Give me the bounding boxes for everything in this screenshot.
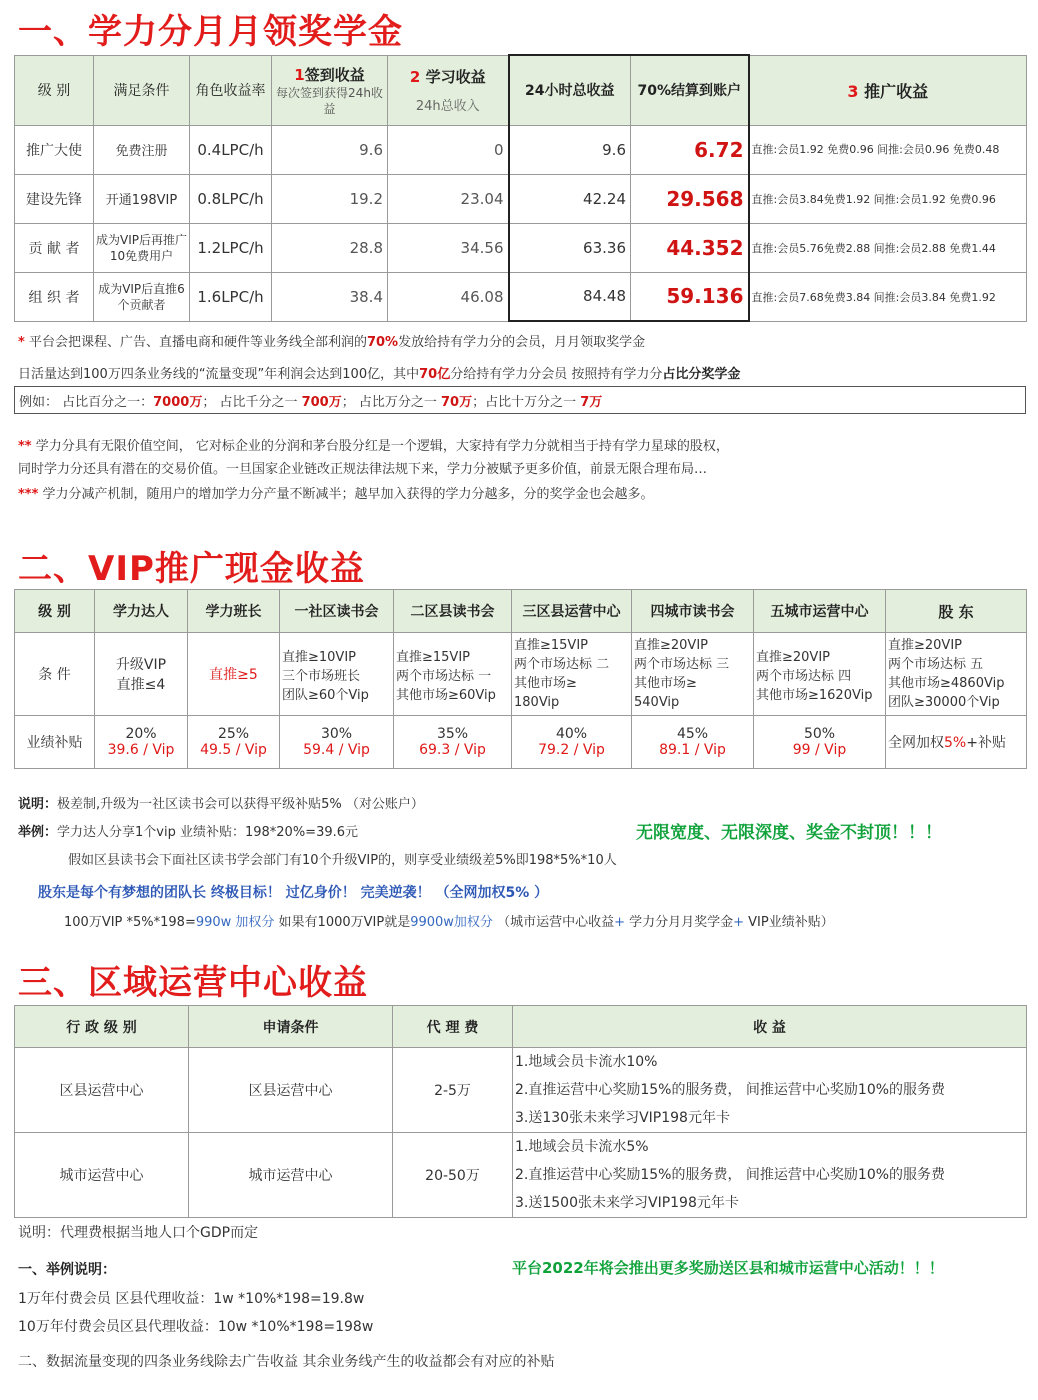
conditions-row bbox=[15, 633, 1027, 716]
bonus-cell: 45% 89.1 / Vip bbox=[632, 716, 754, 769]
vip-header: 学力达人 bbox=[95, 590, 188, 633]
condition-cell: 直推≥15VIP 两个市场达标 一 其他市场≥60Vip bbox=[394, 633, 512, 716]
region-income: 1.地域会员卡流水5% 2.直推运营中心奖励15%的服务费， 间推运营中心奖励10%的服务费 3.送1500张未来学习VIP198元年卡 bbox=[513, 1133, 1027, 1218]
row-condition: 免费注册 bbox=[94, 125, 190, 174]
row-settle: 59.136 bbox=[631, 272, 749, 321]
bonus-cell-shareholder: 全网加权5%+补贴 bbox=[886, 716, 1027, 769]
vip-header: 三区县运营中心 bbox=[512, 590, 632, 633]
scholarship-table bbox=[14, 54, 1027, 322]
row-checkin: 19.2 bbox=[272, 174, 388, 223]
table-row bbox=[15, 272, 1027, 321]
bonus-cell: 40% 79.2 / Vip bbox=[512, 716, 632, 769]
promo-2022: 平台2022年将会推出更多奖励送区县和城市运营中心活动！！！ bbox=[512, 1259, 944, 1277]
bonus-cell: 50% 99 / Vip bbox=[754, 716, 886, 769]
row-level: 贡 献 者 bbox=[15, 223, 94, 272]
row-settle: 44.352 bbox=[631, 223, 749, 272]
condition-cell: 直推≥20VIP 两个市场达标 四 其他市场≥1620Vip bbox=[754, 633, 886, 716]
vip-table bbox=[14, 589, 1027, 769]
row-level: 组 织 者 bbox=[15, 272, 94, 321]
row-level: 建设先锋 bbox=[15, 174, 94, 223]
row-promo: 直推:会员5.76免费2.88 间推:会员2.88 免费1.44 bbox=[749, 223, 1027, 272]
section1-title: 一、学力分月月领奖学金 bbox=[18, 12, 403, 52]
row-promo: 直推:会员3.84免费1.92 间推:会员1.92 免费0.96 bbox=[749, 174, 1027, 223]
header-study: 2 学习收益 24h总收入 bbox=[388, 55, 509, 125]
vip-header: 一社区读书会 bbox=[280, 590, 394, 633]
table-row bbox=[15, 223, 1027, 272]
row-checkin: 9.6 bbox=[272, 125, 388, 174]
region-cond: 区县运营中心 bbox=[189, 1048, 393, 1133]
example-1: 1万年付费会员 区县代理收益：1w *10%*198=19.8w bbox=[18, 1291, 365, 1307]
bonus-label: 业绩补贴 bbox=[15, 716, 95, 769]
shareholder-goal: 股东是每个有梦想的团队长 终极目标！ 过亿身价！ 完美逆袭！ （全网加权5% ） bbox=[38, 885, 549, 901]
example-box: 例如： 占比百分之一：7000万； 占比千分之一 700万； 占比万分之一 70万；占比十万分之一 7万 bbox=[14, 386, 1026, 414]
condition-cell: 直推≥20VIP 两个市场达标 五 其他市场≥4860Vip 团队≥30000个Vip bbox=[886, 633, 1027, 716]
row-study: 23.04 bbox=[388, 174, 509, 223]
region-table bbox=[14, 1005, 1027, 1218]
region-fee: 20-50万 bbox=[393, 1133, 513, 1218]
region-level: 区县运营中心 bbox=[15, 1048, 189, 1133]
region-header: 申请条件 bbox=[189, 1006, 393, 1048]
row-study: 46.08 bbox=[388, 272, 509, 321]
row-study: 0 bbox=[388, 125, 509, 174]
vip-header: 股 东 bbox=[886, 590, 1027, 633]
region-fee: 2-5万 bbox=[393, 1048, 513, 1133]
region-level: 城市运营中心 bbox=[15, 1133, 189, 1218]
condition-cell: 直推≥15VIP 两个市场达标 二 其他市场≥ 180Vip bbox=[512, 633, 632, 716]
bonus-cell: 35% 69.3 / Vip bbox=[394, 716, 512, 769]
row-total: 42.24 bbox=[509, 174, 631, 223]
header-total24: 24小时总收益 bbox=[509, 55, 631, 125]
vip-header: 级 别 bbox=[15, 590, 95, 633]
table-row bbox=[15, 125, 1027, 174]
condition-cell: 升级VIP 直推≤4 bbox=[95, 633, 188, 716]
row-settle: 6.72 bbox=[631, 125, 749, 174]
vip-header: 二区县读书会 bbox=[394, 590, 512, 633]
slogan: 无限宽度、无限深度、奖金不封顶！！！ bbox=[636, 823, 942, 843]
section2-title: 二、VIP推广现金收益 bbox=[18, 549, 365, 589]
table-row bbox=[15, 1048, 1027, 1133]
header-rate: 角色收益率 bbox=[190, 55, 272, 125]
vip-header: 学力班长 bbox=[188, 590, 280, 633]
region-header: 收 益 bbox=[513, 1006, 1027, 1048]
row-promo: 直推:会员1.92 免费0.96 间推:会员0.96 免费0.48 bbox=[749, 125, 1027, 174]
region-header: 代 理 费 bbox=[393, 1006, 513, 1048]
note-profit-share: * 平台会把课程、广告、直播电商和硬件等业务线全部利润的70%发放给持有学力分的会员，月月领取奖学金 bbox=[18, 335, 646, 350]
fee-note: 说明：代理费根据当地人口个GDP而定 bbox=[18, 1225, 259, 1241]
row-total: 84.48 bbox=[509, 272, 631, 321]
row-condition: 成为VIP后直推6个贡献者 bbox=[94, 272, 190, 321]
conditions-label: 条 件 bbox=[15, 633, 95, 716]
condition-cell: 直推≥5 bbox=[188, 633, 280, 716]
header-settle: 70%结算到账户 bbox=[631, 55, 749, 125]
bonus-row bbox=[15, 716, 1027, 769]
bonus-cell: 25% 49.5 / Vip bbox=[188, 716, 280, 769]
weighted-calc: 100万VIP *5%*198=990w 加权分 如果有1000万VIP就是9900w加权分 （城市运营中心收益+ 学力分月月奖学金+ VIP业绩补贴） bbox=[64, 915, 834, 930]
note-value-2: 同时学力分还具有潜在的交易价值。一旦国家企业链改正规法律法规下来，学力分被赋予更多价值，前景无限合理布局… bbox=[18, 462, 708, 477]
region-income: 1.地域会员卡流水10% 2.直推运营中心奖励15%的服务费， 间推运营中心奖励10%的服务费 3.送130张未来学习VIP198元年卡 bbox=[513, 1048, 1027, 1133]
header-checkin: 1签到收益 每次签到获得24h收益 bbox=[272, 55, 388, 125]
row-rate: 0.8LPC/h bbox=[190, 174, 272, 223]
condition-cell: 直推≥10VIP 三个市场班长 团队≥60个Vip bbox=[280, 633, 394, 716]
row-rate: 1.6LPC/h bbox=[190, 272, 272, 321]
region-cond: 城市运营中心 bbox=[189, 1133, 393, 1218]
header-level: 级 别 bbox=[15, 55, 94, 125]
header-promo: 3 推广收益 bbox=[749, 55, 1027, 125]
note-annual-profit: 日活量达到100万四条业务线的“流量变现”年利润会达到100亿，其中70亿分给持有学力分会员 按照持有学力分占比分奖学金 bbox=[18, 367, 741, 382]
section3-title: 三、区域运营中心收益 bbox=[18, 963, 368, 1003]
row-promo: 直推:会员7.68免费3.84 间推:会员3.84 免费1.92 bbox=[749, 272, 1027, 321]
region-header: 行 政 级 别 bbox=[15, 1006, 189, 1048]
note-value: ** 学力分具有无限价值空间， 它对标企业的分润和茅台股分红是一个逻辑，大家持有学力分就相当于持有学力星球的股权， bbox=[18, 439, 729, 454]
header-condition: 满足条件 bbox=[94, 55, 190, 125]
vip-header: 四城市读书会 bbox=[632, 590, 754, 633]
row-settle: 29.568 bbox=[631, 174, 749, 223]
example-2: 10万年付费会员区县代理收益：10w *10%*198=198w bbox=[18, 1319, 374, 1335]
row-rate: 1.2LPC/h bbox=[190, 223, 272, 272]
row-study: 34.56 bbox=[388, 223, 509, 272]
table-row bbox=[15, 1133, 1027, 1218]
condition-cell: 直推≥20VIP 两个市场达标 三 其他市场≥ 540Vip bbox=[632, 633, 754, 716]
row-checkin: 38.4 bbox=[272, 272, 388, 321]
vip-example: 举例：学力达人分享1个vip 业绩补贴：198*20%=39.6元 bbox=[18, 825, 359, 840]
row-total: 63.36 bbox=[509, 223, 631, 272]
bonus-cell: 30% 59.4 / Vip bbox=[280, 716, 394, 769]
row-condition: 开通198VIP bbox=[94, 174, 190, 223]
example-3: 二、数据流量变现的四条业务线除去广告收益 其余业务线产生的收益都会有对应的补贴 bbox=[18, 1354, 555, 1370]
bonus-cell: 20% 39.6 / Vip bbox=[95, 716, 188, 769]
example-title: 一、举例说明： bbox=[18, 1262, 116, 1278]
row-checkin: 28.8 bbox=[272, 223, 388, 272]
row-condition: 成为VIP后再推广10免费用户 bbox=[94, 223, 190, 272]
vip-example-2: 假如区县读书会下面社区读书学会部门有10个升级VIP的，则享受业绩级差5%即198*5%*10人 bbox=[68, 853, 617, 868]
row-total: 9.6 bbox=[509, 125, 631, 174]
row-rate: 0.4LPC/h bbox=[190, 125, 272, 174]
vip-explain: 说明：极差制,升级为一社区读书会可以获得平级补贴5% （对公账户） bbox=[18, 797, 424, 812]
row-level: 推广大使 bbox=[15, 125, 94, 174]
note-halving: *** 学力分减产机制，随用户的增加学力分产量不断减半；越早加入获得的学力分越多，分的奖学金也会越多。 bbox=[18, 487, 654, 502]
vip-header: 五城市运营中心 bbox=[754, 590, 886, 633]
table-row bbox=[15, 174, 1027, 223]
